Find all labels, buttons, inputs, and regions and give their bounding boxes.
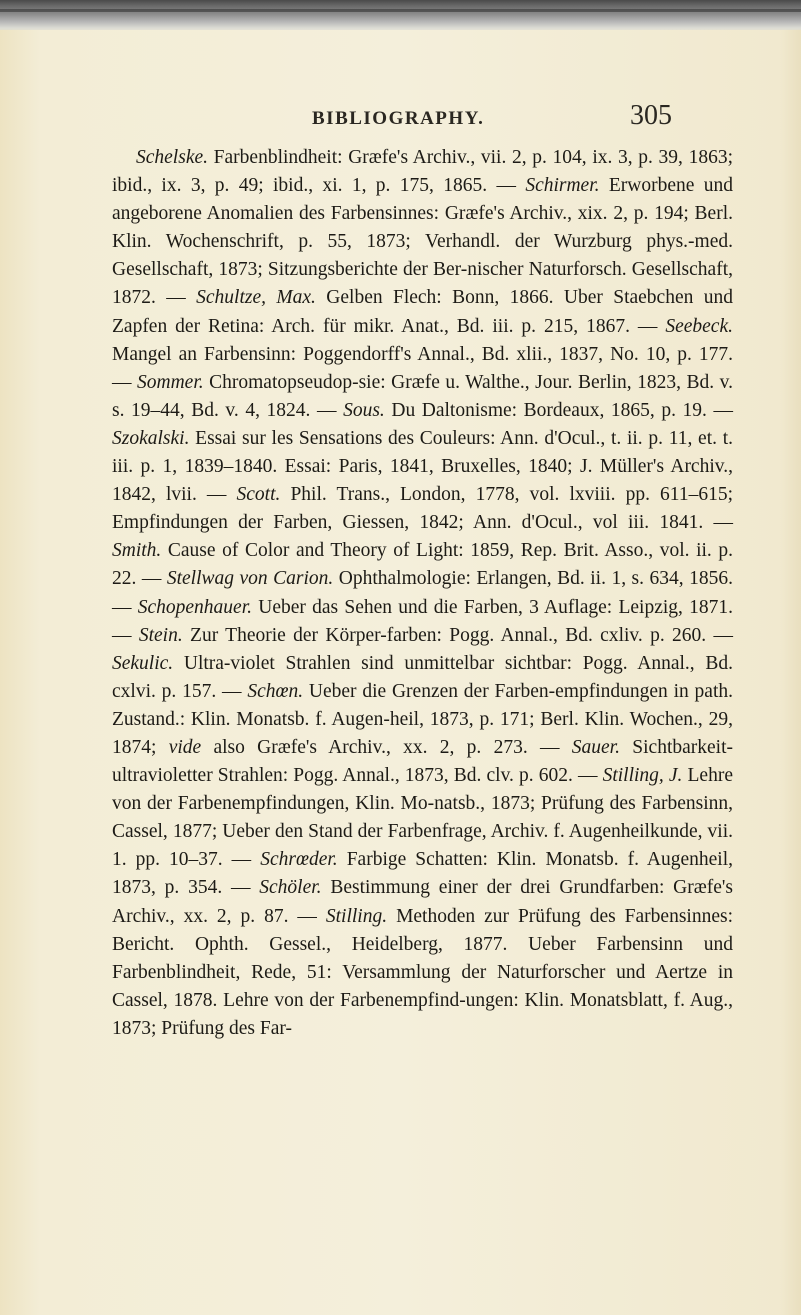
citation-text: also Græfe's Archiv., xx. 2, p. 273. — xyxy=(201,736,572,758)
citation-text: Zur Theorie der Körper-farben: Pogg. Annal., Bd. cxliv. p. 260. — xyxy=(182,624,733,646)
citation-text: Chromatopseudop-sie: Græfe u. Walthe., Jour. Berlin, 1823, Bd. v. s. 19–44, Bd. v. 4, 1824. — xyxy=(112,371,733,421)
author-name: Stilling, J. xyxy=(602,765,683,787)
author-name: Smith. xyxy=(112,540,162,562)
citation-text: Erworbene und angeborene Anomalien des Farbensinnes: Græfe's Archiv., xix. 2, p. 194; Berl. Klin. Wochenschrift, p. 55, 1873; Verhandl. der Wurzburg phys.-med. Gesellschaft, 1873; Sitzungsberichte der Ber-nischer Naturforsch. Gesellschaft, 1872. — xyxy=(112,175,733,309)
citation-text: Ultra-violet Strahlen sind unmittelbar sichtbar: Pogg. Annal., Bd. cxlvi. p. 157. — xyxy=(112,652,733,702)
author-name: Schirmer. xyxy=(525,175,600,197)
citation-text: Methoden zur Prüfung des Farbensinnes: Bericht. Ophth. Gessel., Heidelberg, 1877. Ueber Farbensinn und Farbenblindheit, Rede, 51: Versammlung der Naturforscher und Aertze in Cassel, 1878. Lehre von der Farbenempfind-ungen: Klin. Monatsblatt, f. Aug., 1873; Prüfung des Far- xyxy=(112,905,734,1039)
citation-text: Mangel an Farbensinn: Poggendorff's Annal., Bd. xlii., 1837, No. 10, p. 177. — xyxy=(112,343,733,393)
citation-text: Farbige Schatten: Klin. Monatsb. f. Augenheil, 1873, p. 354. — xyxy=(112,849,734,899)
author-name: vide xyxy=(168,736,202,758)
citation-text: Gelben Flech: Bonn, 1866. Uber Staebchen und Zapfen der Retina: Arch. für mikr. Anat., Bd. iii. p. 215, 1867. — xyxy=(112,287,733,337)
running-head: BIBLIOGRAPHY. xyxy=(312,108,485,129)
author-name: Scott. xyxy=(236,484,281,506)
citation-text: Sichtbarkeit-ultravioletter Strahlen: Pogg. Annal., 1873, Bd. clv. p. 602. — xyxy=(112,736,733,787)
author-name: Schopenhauer. xyxy=(137,596,253,618)
citation-text: Farbenblindheit: Græfe's Archiv., vii. 2, p. 104, ix. 3, p. 39, 1863; ibid., ix. 3, p. 49; ibid., xi. 1, p. 175, 1865. — xyxy=(112,147,733,197)
citation-text: Phil. Trans., London, 1778, vol. lxviii. pp. 611–615; Empfindungen der Farben, Giessen, 1842; Ann. d'Ocul., vol iii. 1841. — xyxy=(112,484,733,534)
page-header xyxy=(0,100,801,140)
author-name: Schöler. xyxy=(259,877,322,899)
citation-text: Ophthalmologie: Erlangen, Bd. ii. 1, s. 634, 1856. — xyxy=(112,568,733,618)
author-name: Schœn. xyxy=(247,680,304,702)
author-name: Sekulic. xyxy=(112,652,174,674)
author-name: Schultze, Max. xyxy=(196,287,316,309)
author-name: Stellwag von Carion. xyxy=(166,568,334,590)
author-name: Schrœder. xyxy=(260,849,338,871)
author-name: Sous. xyxy=(343,399,385,421)
author-name: Schelske. xyxy=(136,147,209,168)
bibliography-paragraph xyxy=(112,144,733,1043)
author-name: Stilling. xyxy=(325,905,388,927)
citation-text: Ueber die Grenzen der Farben-empfindungen in path. Zustand.: Klin. Monatsb. f. Augen-heil, 1873, p. 171; Berl. Klin. Wochen., 29, 1874; xyxy=(112,680,733,758)
citation-text: Bestimmung einer der drei Grundfarben: Græfe's Archiv., xx. 2, p. 87. — xyxy=(112,877,734,927)
citation-text: Cause of Color and Theory of Light: 1859, Rep. Brit. Asso., vol. ii. p. 22. — xyxy=(112,540,733,590)
citation-text: Ueber das Sehen und die Farben, 3 Auflage: Leipzig, 1871. — xyxy=(112,596,734,646)
page-number: 305 xyxy=(630,100,672,131)
citation-text: Du Daltonisme: Bordeaux, 1865, p. 19. — xyxy=(384,399,733,421)
author-name: Stein. xyxy=(138,624,183,646)
scan-edge-band xyxy=(0,0,801,30)
scan-edge-line xyxy=(0,9,801,12)
author-name: Szokalski. xyxy=(112,427,190,449)
author-name: Sauer. xyxy=(571,736,620,758)
author-name: Seebeck. xyxy=(665,315,733,337)
author-name: Sommer. xyxy=(137,371,204,393)
citation-text: Essai sur les Sensations des Couleurs: Ann. d'Ocul., t. ii. p. 11, et. t. iii. p. 1, 1839–1840. Essai: Paris, 1841, Bruxelles, 1840; J. Müller's Archiv., 1842, lvii. — xyxy=(112,427,733,506)
citation-text: Lehre von der Farbenempfindungen, Klin. Mo-natsb., 1873; Prüfung des Farbensinn, Cassel, 1877; Ueber den Stand der Farbenfrage, Archiv. f. Augenheilkunde, vii. 1. pp. 10–37. — xyxy=(112,765,733,871)
